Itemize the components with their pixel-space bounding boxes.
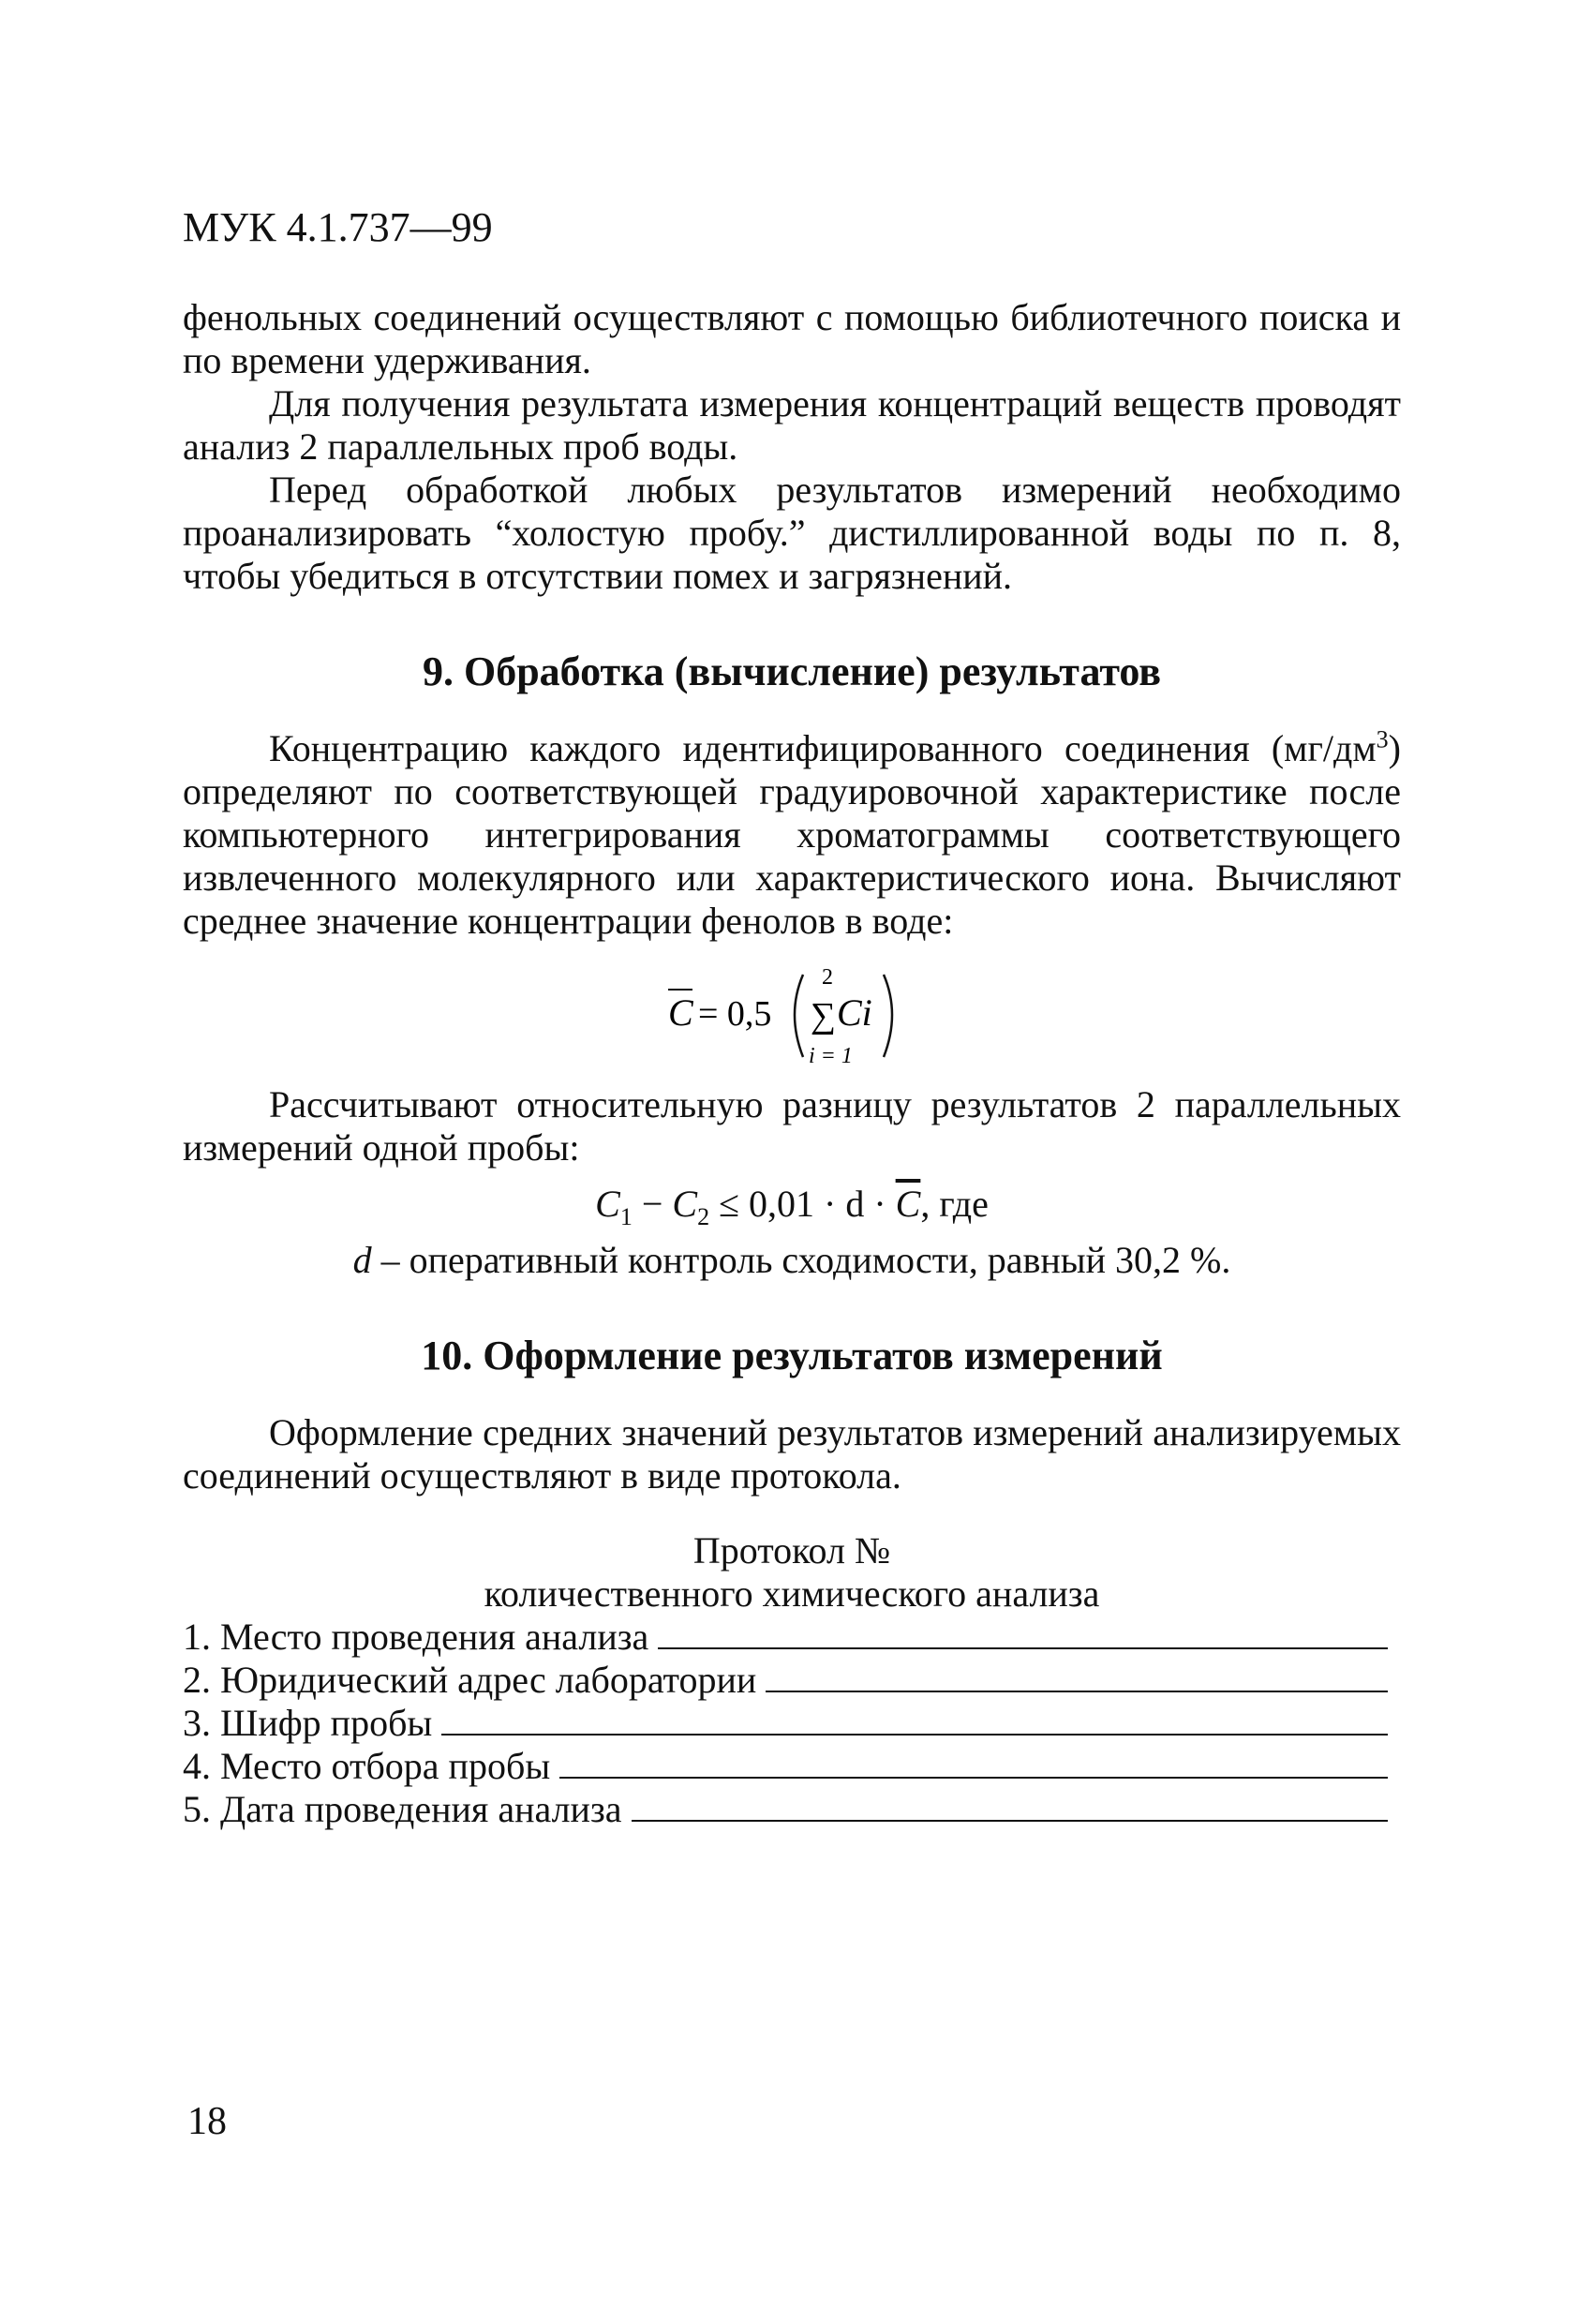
difference-formula <box>183 1183 1401 1230</box>
protocol-field-label: 5. Дата проведения анализа <box>183 1788 622 1830</box>
protocol-field-label: 1. Место проведения анализа <box>183 1616 649 1658</box>
formula-svg <box>642 952 942 1074</box>
section-9-p1-part-b: ) определяют по соответствующей градуировочной характеристике после компьютерного интегрирования хроматограммы соответствующего извлеченного молекулярного или характеристического иона. Вычисляют среднее значение концентрации фенолов в воде: <box>183 727 1401 942</box>
formula-upper: 2 <box>822 965 833 990</box>
section-9-heading: 9. Обработка (вычисление) результатов <box>422 648 1162 694</box>
formula2-cbar: $\overline{C}$ <box>895 1183 921 1225</box>
protocol-title: Протокол № <box>692 1529 891 1572</box>
formula-sigma: ∑ <box>811 996 837 1035</box>
note-variable: d <box>352 1239 372 1281</box>
formula2-minus: − <box>632 1183 673 1225</box>
protocol-field-row <box>183 1745 1401 1788</box>
formula2-c2: C <box>672 1183 698 1225</box>
section-9-paragraph-2: Рассчитывают относительную разницу результатов 2 параллельных измерений одной пробы: <box>183 1083 1401 1169</box>
protocol-field-blank <box>658 1619 1388 1649</box>
protocol-subtitle: количественного химического анализа <box>484 1572 1100 1615</box>
intro-paragraph-1: фенольных соединений осуществляют с помощью библиотечного поиска и по времени удерживания. <box>183 296 1401 381</box>
section-10-paragraph-1: Оформление средних значений результатов измерений анализируемых соединений осуществляют в виде протокола. <box>183 1411 1401 1497</box>
document-page <box>183 206 1401 1831</box>
protocol-field-row <box>183 1788 1401 1831</box>
protocol-field-label: 4. Место отбора пробы <box>183 1745 551 1787</box>
protocol-field-blank <box>559 1749 1388 1779</box>
protocol-field-row <box>183 1702 1401 1745</box>
section-9-p1-part-a: Концентрацию каждого идентифицированного соединения (мг/дм <box>269 727 1377 769</box>
formula2-c1: C <box>595 1183 620 1225</box>
intro-paragraph-3: Перед обработкой любых результатов измерений необходимо проанализировать “холостую пробу.” дистиллированной воды по п. 8, чтобы убедиться в отсутствии помех и загрязнений. <box>183 469 1401 597</box>
formula-eq: = 0,5 <box>698 994 772 1034</box>
formula2-c2-sub: 2 <box>697 1203 710 1230</box>
formula2-tail: , где <box>920 1183 989 1225</box>
section-9-note <box>183 1239 1401 1282</box>
note-text: – оперативный контроль сходимости, равный 30,2 %. <box>371 1239 1231 1281</box>
formula-lower: i = 1 <box>809 1044 853 1068</box>
protocol-fields <box>183 1616 1401 1831</box>
protocol-field-row <box>183 1616 1401 1659</box>
section-9-paragraph-1 <box>183 727 1401 943</box>
section-10-heading: 10. Оформление результатов измерений <box>421 1333 1163 1378</box>
section-9-p1-superscript: 3 <box>1376 725 1389 753</box>
protocol-field-blank <box>441 1706 1388 1736</box>
protocol-field-label: 2. Юридический адрес лаборатории <box>183 1659 757 1701</box>
protocol-field-row <box>183 1659 1401 1702</box>
mean-concentration-formula <box>183 952 1401 1074</box>
formula2-rest: ≤ 0,01 · d · <box>709 1183 896 1225</box>
protocol-field-blank <box>766 1662 1388 1692</box>
protocol-field-blank <box>632 1792 1388 1822</box>
intro-paragraph-2: Для получения результата измерения концентраций веществ проводят анализ 2 параллельных проб воды. <box>183 382 1401 468</box>
document-code: МУК 4.1.737—99 <box>183 204 493 250</box>
formula-term: Ci <box>837 991 872 1034</box>
formula2-c1-sub: 1 <box>619 1203 633 1230</box>
page-number: 18 <box>187 2100 227 2143</box>
formula-lhs: C <box>668 991 693 1034</box>
protocol-field-label: 3. Шифр пробы <box>183 1702 433 1744</box>
